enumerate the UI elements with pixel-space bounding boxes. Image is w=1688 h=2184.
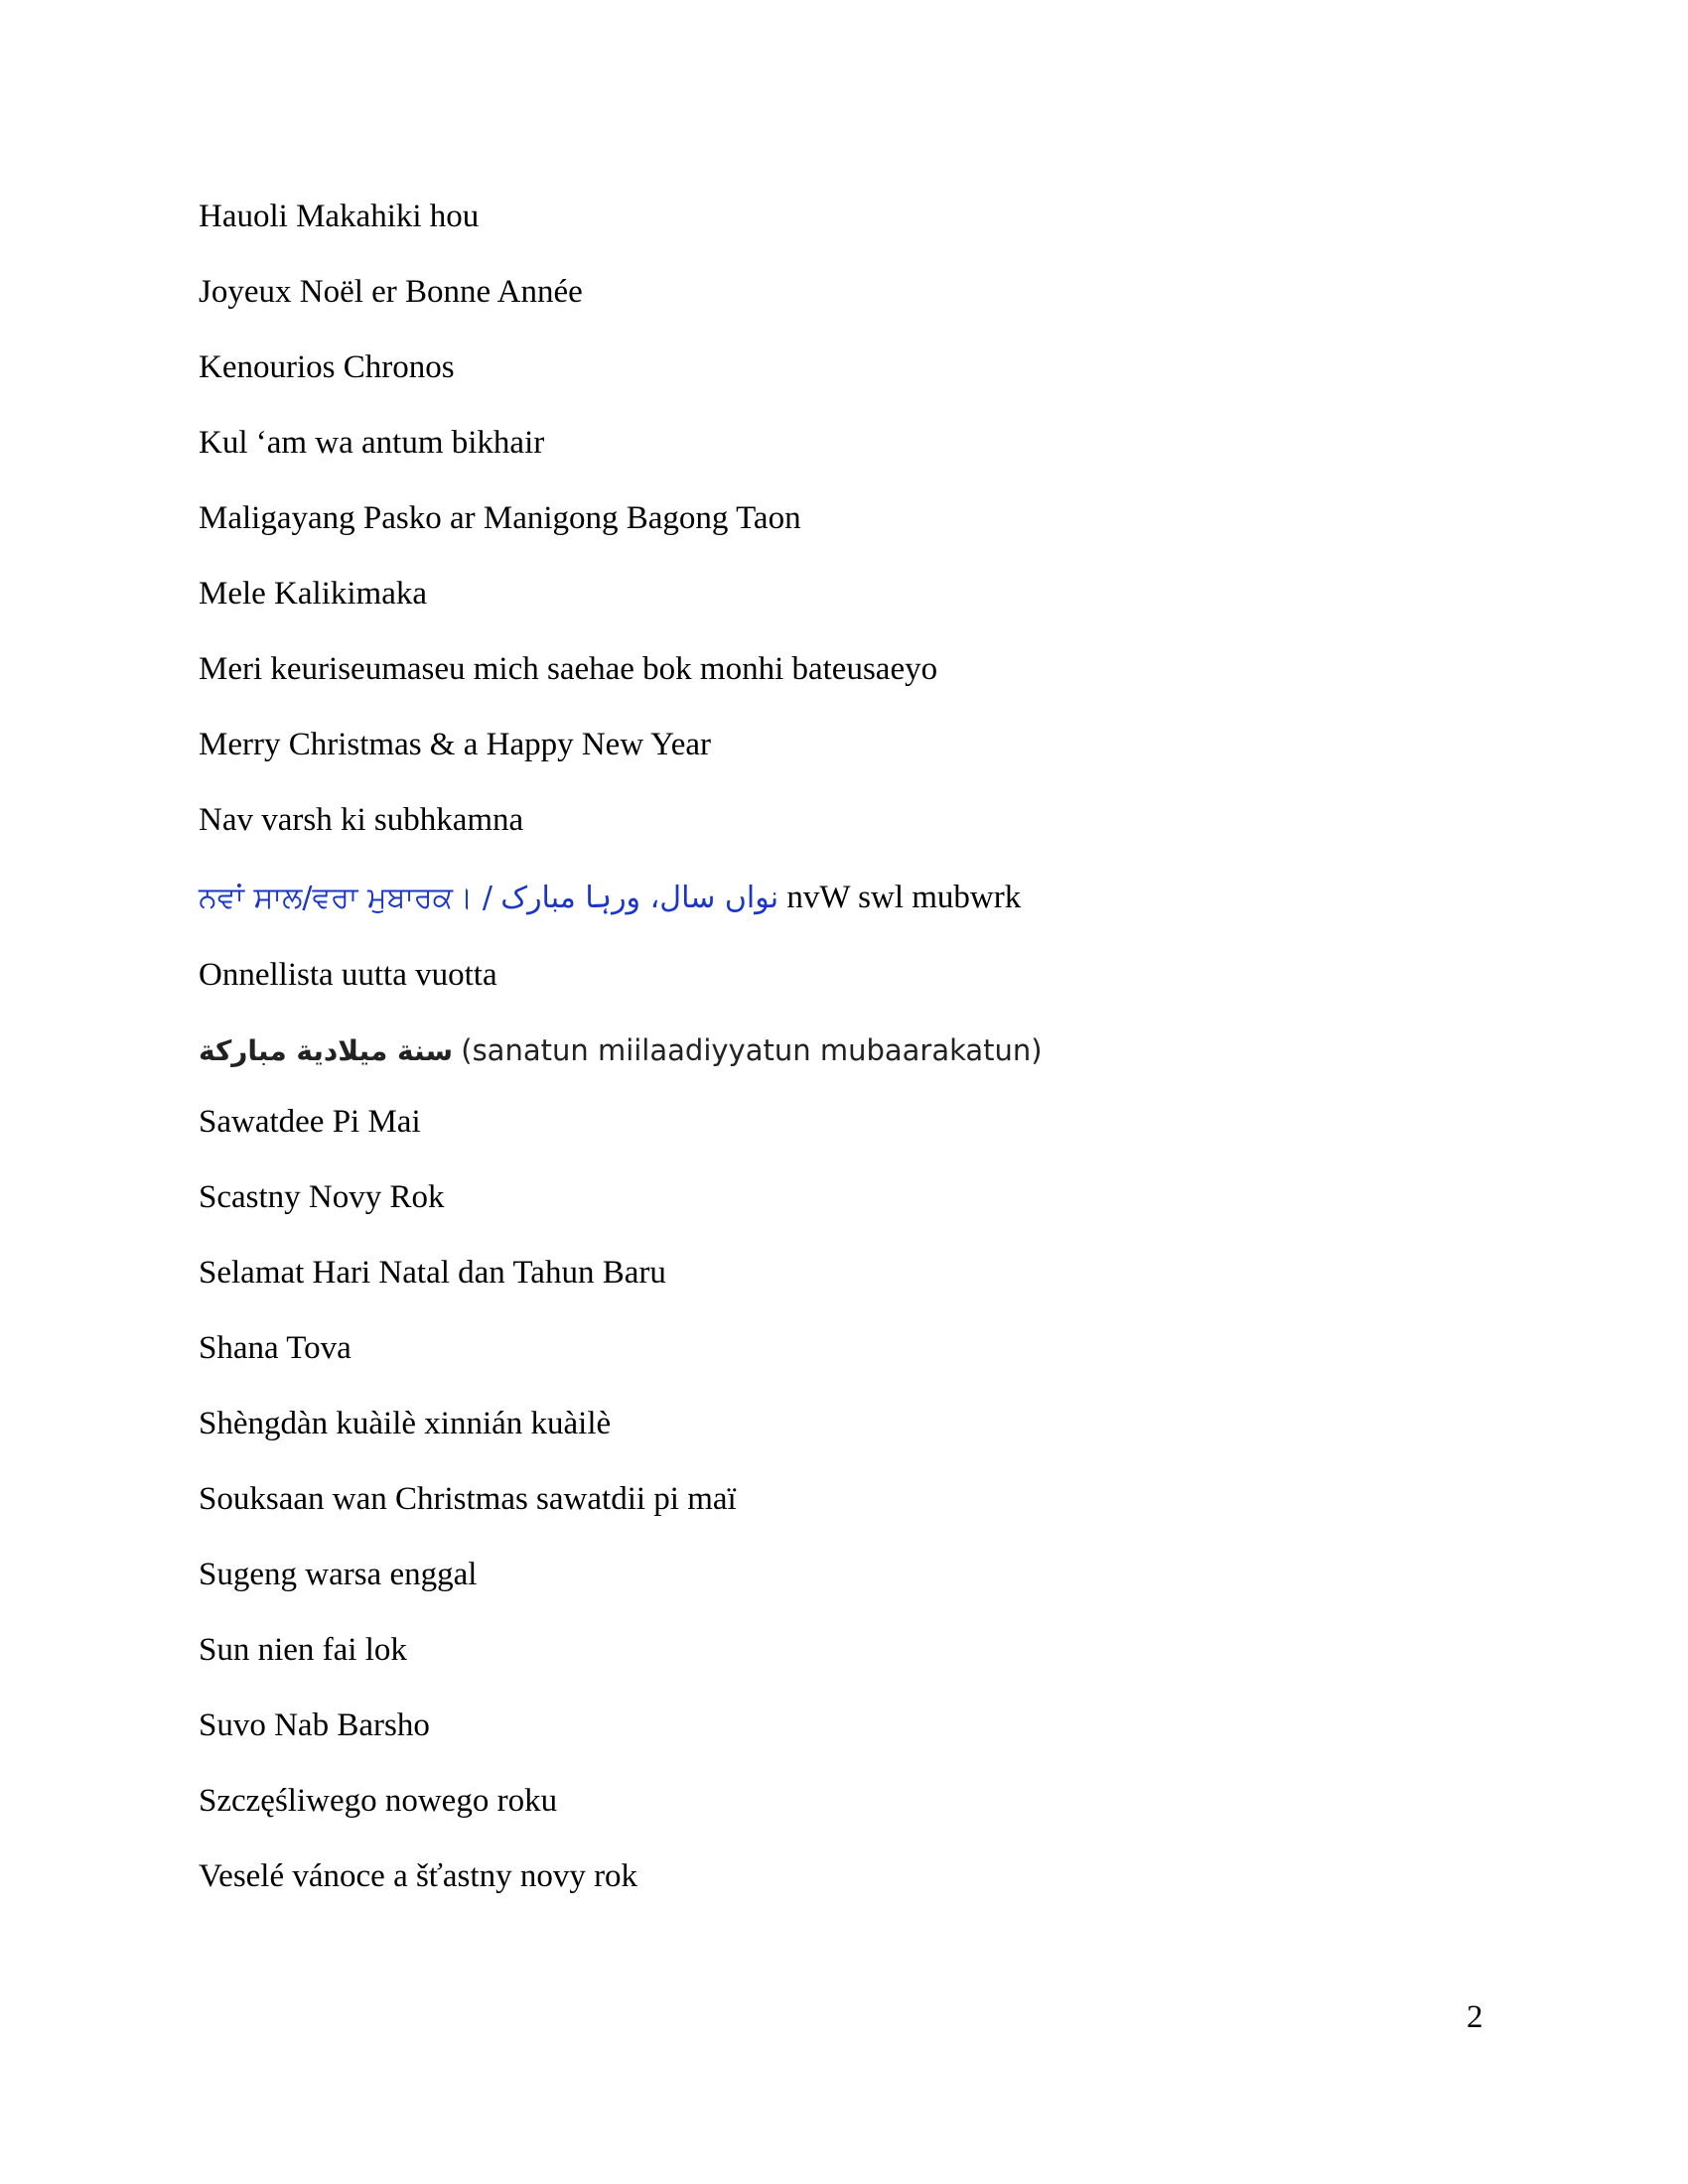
greeting-line: Nav varsh ki subhkamna	[199, 802, 524, 838]
greeting-line: Souksaan wan Christmas sawatdii pi maï	[199, 1481, 737, 1517]
greeting-line: Sawatdee Pi Mai	[199, 1104, 421, 1140]
greeting-line: Sugeng warsa enggal	[199, 1557, 478, 1592]
greeting-line: Suvo Nab Barsho	[199, 1707, 430, 1743]
arabic-transliteration-text: (sanatun miilaadiyyatun mubaarakatun)	[461, 1033, 1043, 1067]
arabic-text: سنة ميلادية مباركة	[199, 1034, 453, 1067]
gurmukhi-text: ਨਵਾਂ ਸਾਲ/ਵਰਾ ਮੁਬਾਰਕ। /	[199, 881, 492, 915]
greeting-line: Kenourios Chronos	[199, 349, 455, 385]
greeting-line: Selamat Hari Natal dan Tahun Baru	[199, 1255, 666, 1291]
arabic-greeting-line	[199, 1030, 1043, 1071]
greeting-line: Sun nien fai lok	[199, 1632, 407, 1668]
greeting-line: Hauoli Makahiki hou	[199, 199, 480, 234]
greeting-line: Scastny Novy Rok	[199, 1179, 445, 1215]
punjabi-greeting-line	[199, 878, 1021, 918]
shahmukhi-text: نواں سال، ورہا مبارک	[500, 881, 779, 915]
greeting-line: Shana Tova	[199, 1330, 352, 1366]
transliteration-text: nvW swl mubwrk	[786, 880, 1022, 915]
page-number: 2	[1467, 1999, 1483, 2035]
greeting-line: Joyeux Noël er Bonne Année	[199, 274, 583, 310]
greeting-line: Meri keuriseumaseu mich saehae bok monhi bateusaeyo	[199, 651, 938, 687]
greeting-line: Veselé vánoce a šťastny novy rok	[199, 1858, 638, 1894]
greeting-line: Kul ‘am wa antum bikhair	[199, 425, 545, 461]
greeting-line: Szczęśliwego nowego roku	[199, 1783, 558, 1819]
greeting-line: Merry Christmas & a Happy New Year	[199, 727, 711, 762]
greeting-line: Onnellista uutta vuotta	[199, 957, 497, 993]
greeting-line: Mele Kalikimaka	[199, 576, 428, 612]
greeting-line: Shèngdàn kuàilè xinnián kuàilè	[199, 1406, 612, 1441]
greeting-line: Maligayang Pasko ar Manigong Bagong Taon	[199, 500, 801, 536]
